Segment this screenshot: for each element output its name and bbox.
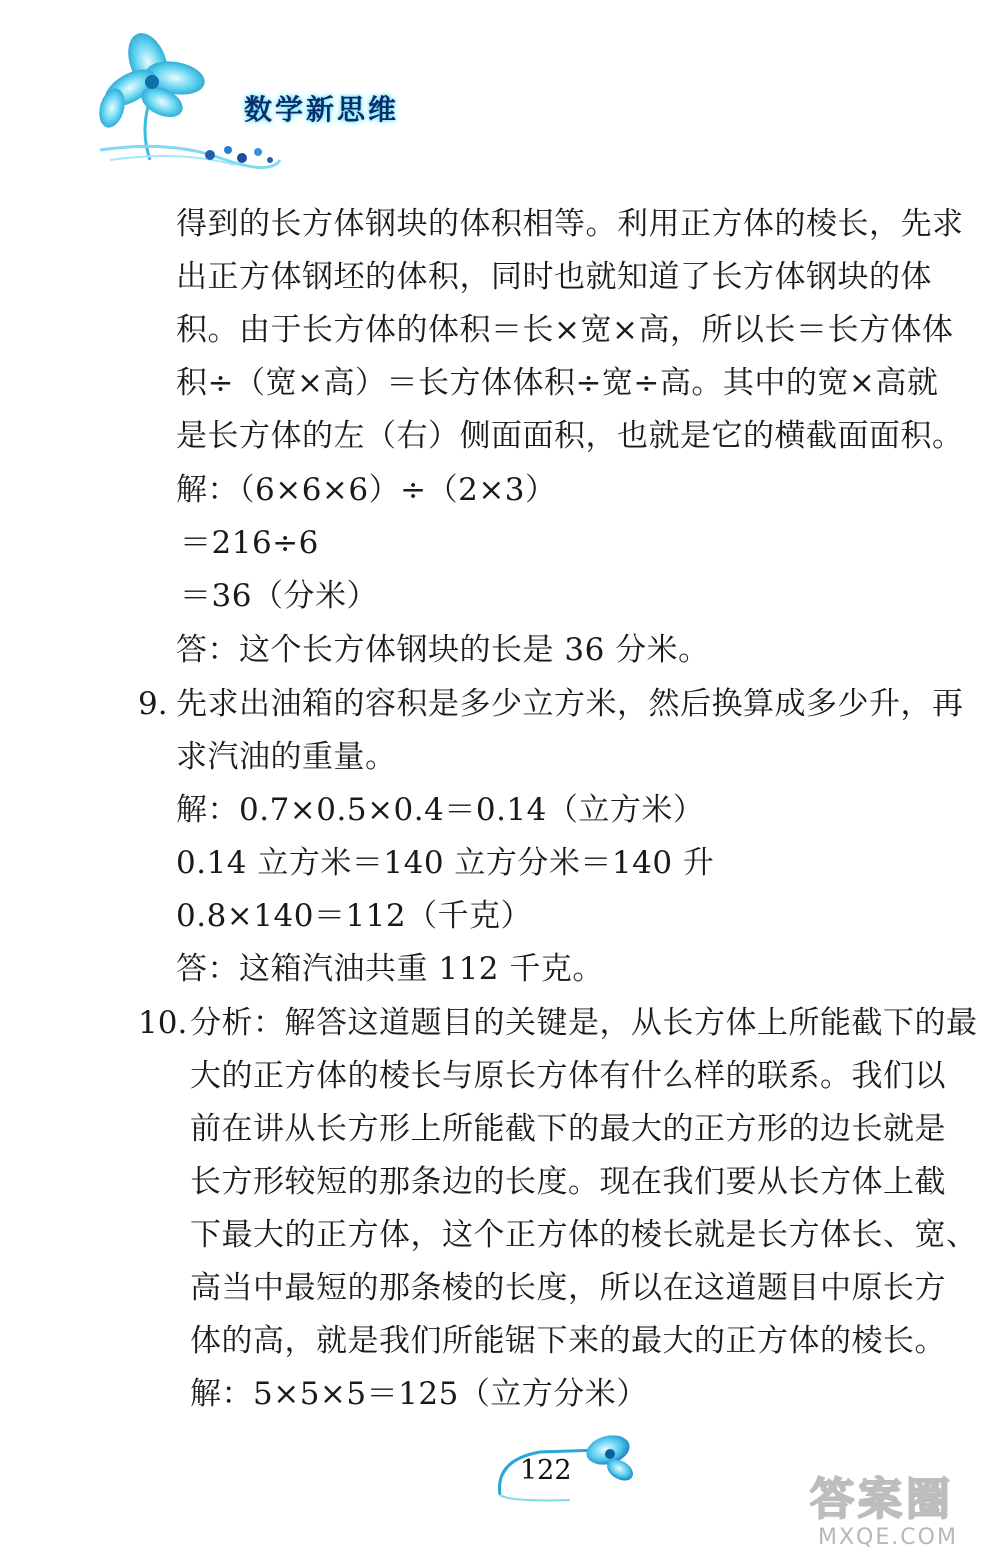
text-line: 分析：解答这道题目的关键是，从长方体上所能截下的最 (190, 1005, 978, 1041)
text-line: 前在讲从长方形上所能截下的最大的正方形的边长就是 (190, 1111, 946, 1147)
solution-line: ＝36（分米） (180, 578, 378, 614)
page-title: 数学新思维 (244, 93, 400, 126)
text-line: 积÷（宽×高）＝长方体体积÷宽÷高。其中的宽×高就 (176, 365, 939, 401)
text-line: 是长方体的左（右）侧面面积，也就是它的横截面面积。 (176, 418, 964, 454)
text-line: 下最大的正方体，这个正方体的棱长就是长方体长、宽、 (190, 1217, 978, 1253)
page-header (0, 0, 480, 190)
text-line: 体的高，就是我们所能锯下来的最大的正方体的棱长。 (190, 1323, 946, 1359)
solution-line: 0.8×140＝112（千克） (176, 898, 533, 934)
page-footer (480, 1420, 680, 1510)
answer-line: 答：这个长方体钢块的长是 36 分米。 (176, 632, 710, 668)
text-line: 积。由于长方体的体积＝长×宽×高，所以长＝长方体体 (176, 312, 954, 348)
text-line: 长方形较短的那条边的长度。现在我们要从长方体上截 (190, 1164, 946, 1200)
flower-decoration-icon (0, 0, 480, 190)
watermark-site: MXQE.COM (818, 1525, 958, 1550)
text-line: 高当中最短的那条棱的长度，所以在这道题目中原长方 (190, 1270, 946, 1306)
solution-line: 0.14 立方米＝140 立方分米＝140 升 (176, 845, 715, 881)
text-line: 大的正方体的棱长与原长方体有什么样的联系。我们以 (190, 1058, 946, 1094)
solution-line: 解：0.7×0.5×0.4＝0.14（立方米） (176, 792, 705, 828)
text-line: 得到的长方体钢块的体积相等。利用正方体的棱长，先求 (176, 206, 964, 242)
page-number-frame-icon (480, 1420, 680, 1510)
solution-line: 解：5×5×5＝125（立方分米） (190, 1376, 648, 1412)
text-line: 出正方体钢坯的体积，同时也就知道了长方体钢块的体 (176, 259, 932, 295)
page-number: 122 (520, 1455, 572, 1486)
text-line: 先求出油箱的容积是多少立方米，然后换算成多少升，再 (176, 686, 964, 722)
solution-line: ＝216÷6 (180, 525, 319, 561)
watermark-logo-icon (808, 1468, 998, 1528)
question-number: 9. (138, 686, 168, 722)
answer-line: 答：这箱汽油共重 112 千克。 (176, 951, 604, 987)
solution-line: 解：（6×6×6）÷（2×3） (176, 472, 557, 508)
svg-text:答案圈: 答案圈 (810, 1474, 954, 1525)
text-line: 求汽油的重量。 (176, 739, 397, 775)
question-number: 10. (138, 1005, 188, 1041)
